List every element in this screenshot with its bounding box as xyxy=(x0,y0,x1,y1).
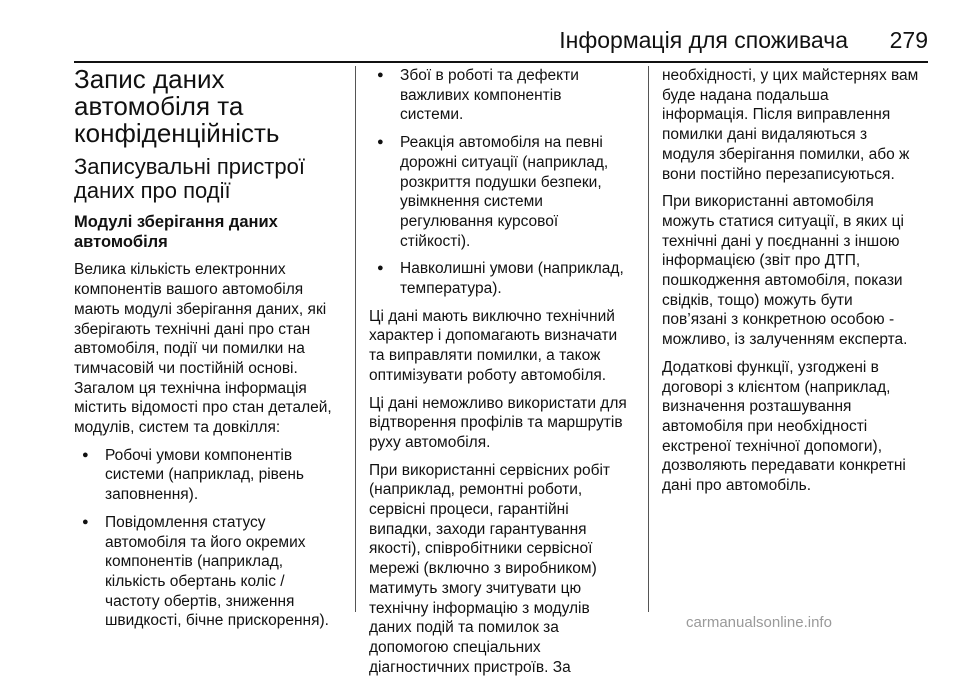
list-item xyxy=(74,513,348,631)
text-line: автомобіля xyxy=(74,232,168,251)
text-line: Запис даних xyxy=(74,64,225,94)
text-line: можуть статися ситуації, в яких ці xyxy=(662,212,904,230)
text-line: увімкнення системи xyxy=(400,193,543,211)
text-line: вони постійно перезаписуються. xyxy=(662,165,895,183)
paragraph xyxy=(369,307,637,386)
text-line: діагностичних пристроїв. За xyxy=(369,658,571,676)
text-line: допомогою спеціальних xyxy=(369,638,541,656)
bullet-list xyxy=(369,66,637,299)
text-line: автомобіля при необхідності xyxy=(662,417,868,435)
text-line: даних про події xyxy=(74,178,231,203)
text-line: Велика кількість електронних xyxy=(74,261,286,279)
text-line: температура). xyxy=(400,280,502,298)
text-line: визначення розташування xyxy=(662,398,852,416)
column-divider xyxy=(648,66,649,612)
text-line: Навколишні умови (наприклад, xyxy=(400,260,624,278)
column-divider xyxy=(355,66,356,612)
text-line: Збої в роботі та дефекти xyxy=(400,67,579,84)
text-line: Ці дані мають виключно технічний xyxy=(369,307,615,325)
text-line: екстреної технічної допомоги), xyxy=(662,437,883,455)
column-2 xyxy=(369,66,637,677)
text-line: При використанні автомобіля xyxy=(662,193,874,211)
page-number: 279 xyxy=(889,27,928,53)
text-line: матимуть змогу зчитувати цю xyxy=(369,579,582,597)
text-line: можливо, із залученням експерта. xyxy=(662,331,908,349)
text-line: випадки, заходи гарантування xyxy=(369,520,587,538)
text-line: містить відомості про стан деталей, xyxy=(74,399,332,417)
watermark: carmanualsonline.info xyxy=(686,614,832,631)
text-line: автомобіля та його окремих xyxy=(105,533,306,551)
text-line: пов’язані з конкретною особою - xyxy=(662,311,895,329)
text-line: частоту обертів, зниження xyxy=(105,592,295,610)
header-rule xyxy=(74,61,928,63)
column-3 xyxy=(662,66,928,504)
text-line: характер і допомагають визначати xyxy=(369,327,618,345)
text-line: важливих компонентів xyxy=(400,86,562,104)
text-line: стійкості). xyxy=(400,232,471,250)
text-line: Записувальні пристрої xyxy=(74,154,305,179)
text-line: Реакція автомобіля на певні xyxy=(400,134,603,152)
text-line: Модулі зберігання даних xyxy=(74,213,278,231)
text-line: системи (наприклад, рівень xyxy=(105,466,304,484)
text-line: При використанні сервісних робіт xyxy=(369,461,610,479)
text-line: системи. xyxy=(400,106,464,124)
text-line: модулів, систем та довкілля: xyxy=(74,419,281,437)
text-line: оптимізувати роботу автомобіля. xyxy=(369,366,607,384)
text-line: швидкості, бічне прискорення). xyxy=(105,612,329,630)
paragraph xyxy=(369,461,637,677)
text-line: свідків, тощо) можуть бути xyxy=(662,291,853,309)
text-line: руху автомобіля. xyxy=(369,433,491,451)
text-line: дозволяють передавати конкретні xyxy=(662,457,906,475)
text-line: відтворення профілів та маршрутів xyxy=(369,414,623,432)
paragraph xyxy=(74,260,348,437)
text-line: компонентів (наприклад, xyxy=(105,553,284,571)
page-header xyxy=(0,25,928,59)
list-item xyxy=(74,446,348,505)
text-line: заповнення). xyxy=(105,486,199,504)
list-item xyxy=(369,66,637,125)
paragraph xyxy=(662,358,928,496)
paragraph xyxy=(369,394,637,453)
text-line: Додаткові функції, узгоджені в xyxy=(662,358,879,376)
bullet-list xyxy=(74,446,348,631)
text-line: розкриття подушки безпеки, xyxy=(400,173,602,191)
text-line: пошкодження автомобіля, покази xyxy=(662,272,903,290)
list-item xyxy=(369,259,637,298)
text-line: Загалом ця технічна інформація xyxy=(74,379,307,397)
text-line: даних подій та помилок за xyxy=(369,619,559,637)
text-line: інформація. Після виправлення xyxy=(662,106,891,124)
paragraph xyxy=(662,192,928,350)
text-line: необхідності, у цих майстернях вам xyxy=(662,67,919,84)
text-line: тимчасовій чи постійній основі. xyxy=(74,359,298,377)
text-line: автомобіля та xyxy=(74,91,244,121)
text-line: зберігають технічні дані про стан xyxy=(74,320,311,338)
text-line: Робочі умови компонентів xyxy=(105,446,293,464)
text-line: договорі з клієнтом (наприклад, xyxy=(662,378,891,396)
text-line: дані про автомобіль. xyxy=(662,477,811,495)
text-line: технічну інформацію з модулів xyxy=(369,599,590,617)
list-item xyxy=(369,133,637,251)
subsection-heading xyxy=(74,155,348,203)
text-line: мережі (включно з виробником) xyxy=(369,560,597,578)
text-line: автомобіля, події чи помилки на xyxy=(74,340,305,358)
text-line: буде надана подальша xyxy=(662,86,829,104)
text-line: мають модулі зберігання даних, які xyxy=(74,300,327,318)
column-1 xyxy=(74,64,348,639)
text-line: конфіденційність xyxy=(74,118,280,148)
paragraph xyxy=(662,66,928,184)
text-line: модуля зберігання помилки, або ж xyxy=(662,145,910,163)
text-line: та виправляти помилки, а також xyxy=(369,347,601,365)
text-line: (наприклад, ремонтні роботи, xyxy=(369,481,583,499)
header-title: Інформація для споживача xyxy=(559,27,848,53)
text-line: помилки дані видаляються з xyxy=(662,126,868,144)
text-line: якості), співробітники сервісної xyxy=(369,540,593,558)
text-line: технічні дані у поєднанні з іншою xyxy=(662,232,900,250)
text-line: кількість обертань коліс / xyxy=(105,572,285,590)
text-line: Повідомлення статусу xyxy=(105,513,266,531)
text-line: дорожні ситуації (наприклад, xyxy=(400,153,609,171)
sub-subsection-heading xyxy=(74,213,348,252)
text-line: регулювання курсової xyxy=(400,212,559,230)
text-line: сервісні процеси, гарантійні xyxy=(369,501,569,519)
text-line: Ці дані неможливо використати для xyxy=(369,394,627,412)
text-line: компонентів вашого автомобіля xyxy=(74,281,304,299)
text-line: інформацією (звіт про ДТП, xyxy=(662,252,861,270)
section-heading xyxy=(74,66,348,147)
